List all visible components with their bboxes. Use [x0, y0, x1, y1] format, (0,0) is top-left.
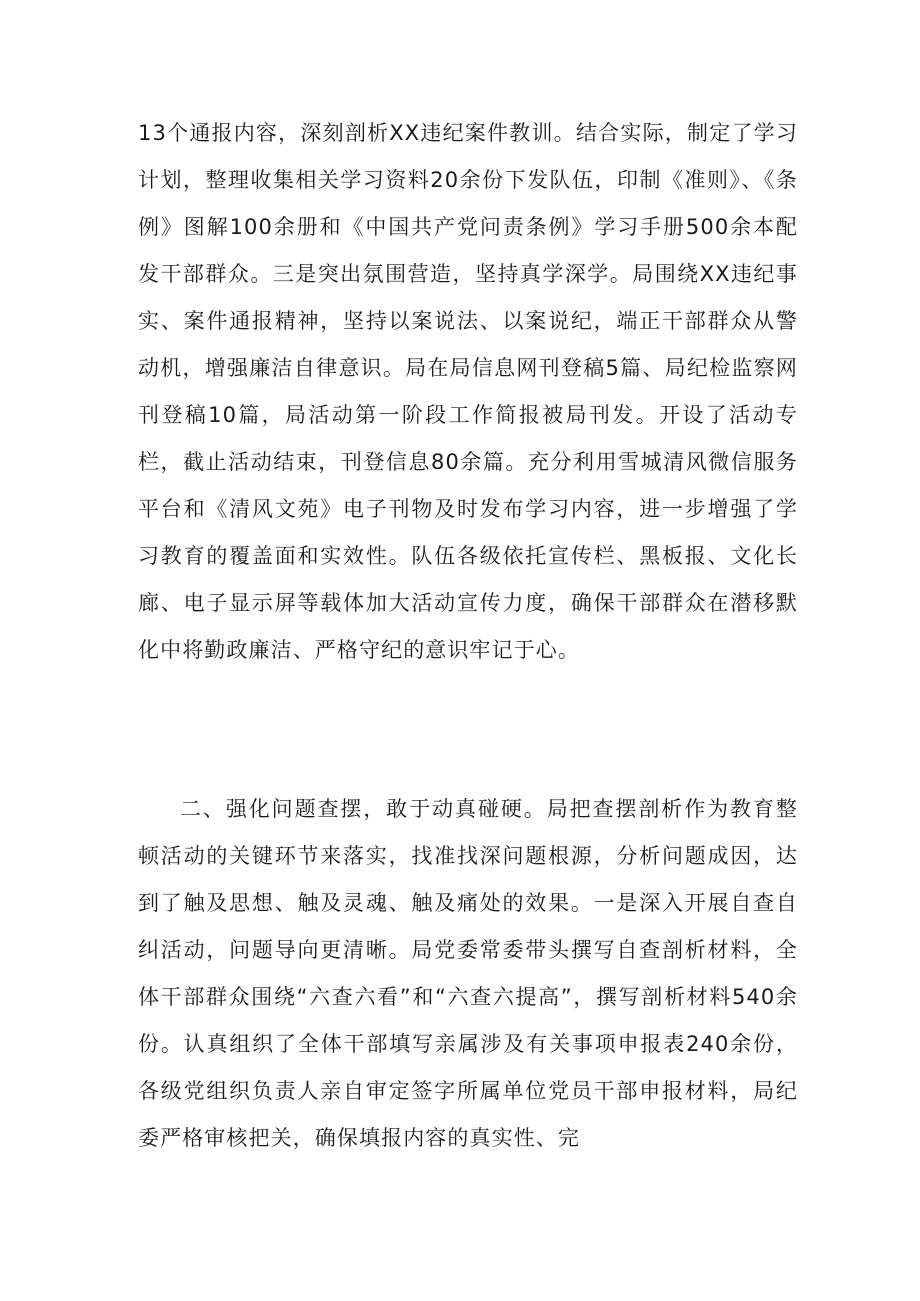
body-paragraph-2: 二、强化问题查摆，敢于动真碰硬。局把查摆剖析作为教育整顿活动的关键环节来落实，找准找深问题根源，分析问题成因，达到了触及思想、触及灵魂、触及痛处的效果。一是深入开展自查自纠活动，问题导向更清晰。局党委常委带头撰写自查剖析材料，全体干部群众围绕“六查六看”和“六查六提高”，撰写剖析材料540余份。认真组织了全体干部填写亲属涉及有关事项申报表240余份，各级党组织负责人亲自审定签字所属单位党员干部申报材料，局纪委严格审核把关，确保填报内容的真实性、完	[138, 797, 798, 1150]
body-paragraph-1: 13个通报内容，深刻剖析XX违纪案件教训。结合实际，制定了学习计划，整理收集相关学习资料20余份下发队伍，印制《准则》、《条例》图解100余册和《中国共产党问责条例》学习手册500余本配发干部群众。三是突出氛围营造，坚持真学深学。局围绕XX违纪事实、案件通报精神，坚持以案说法、以案说纪，端正干部群众从警动机，增强廉洁自律意识。局在局信息网刊登稿5篇、局纪检监察网刊登稿10篇，局活动第一阶段工作简报被局刊发。开设了活动专栏，截止活动结束，刊登信息80余篇。充分利用雪城清风微信服务平台和《清风文苑》电子刊物及时发布学习内容，进一步增强了学习教育的覆盖面和实效性。队伍各级依托宣传栏、黑板报、文化长廊、电子显示屏等载体加大活动宣传力度，确保干部群众在潜移默化中将勤政廉洁、严格守纪的意识牢记于心。	[138, 121, 798, 662]
